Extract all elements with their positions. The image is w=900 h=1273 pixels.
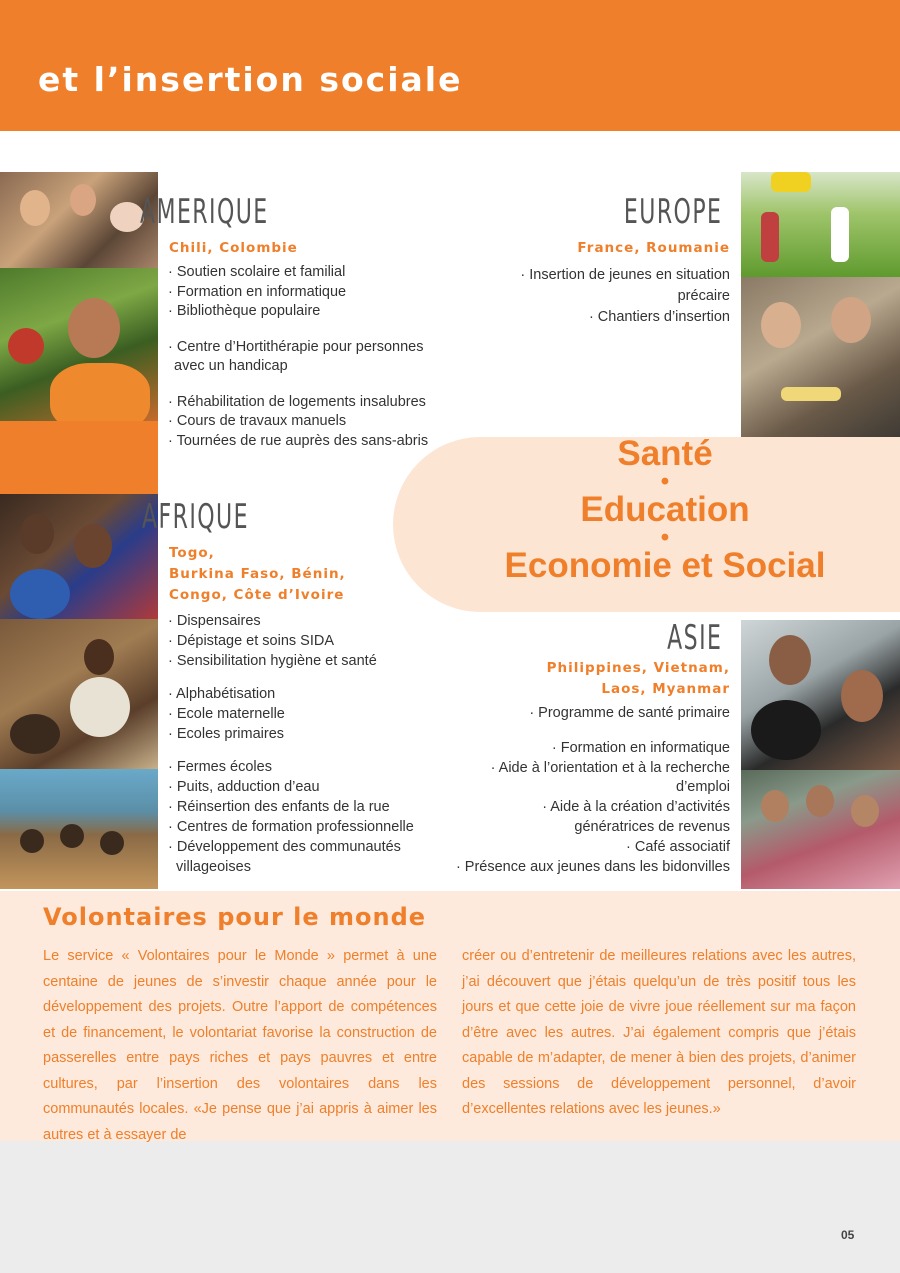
country-line: Philippines, Vietnam, bbox=[546, 660, 730, 676]
volontaires-col-1: Le service « Volontaires pour le Monde » permet à une centaine de jeunes de s’investir chaque année pour le développement des projets. Outre l’apport de compétences et de financement, le volontariat favorise la construction de passerelles entre pays riches et pays pauvres et entre cultures, par l’insertion des volontaires dans les communautés locales. «Je pense que j’ai appris à aimer les autres et à essayer de bbox=[43, 948, 437, 1143]
page-title: et l’insertion sociale bbox=[38, 60, 463, 99]
list-item: · Fermes écoles bbox=[168, 759, 272, 775]
list-item: · Aide à l’orientation et à la recherche bbox=[490, 759, 730, 776]
photo-afrique-school bbox=[0, 769, 158, 889]
list-item: · Programme de santé primaire bbox=[529, 705, 730, 721]
list-item: · Ecoles primaires bbox=[168, 726, 285, 742]
page-header bbox=[0, 0, 900, 131]
photo-europe-workers bbox=[741, 277, 900, 438]
list-item: avec un handicap bbox=[174, 358, 288, 374]
country-line: Laos, Myanmar bbox=[601, 681, 730, 697]
list-item: · Chantiers d’insertion bbox=[588, 309, 730, 325]
theme-separator: • bbox=[660, 524, 670, 551]
list-item: · Ecole maternelle bbox=[168, 706, 285, 722]
photo-afrique-children bbox=[0, 494, 158, 619]
list-item: · Aide à la création d’activités bbox=[542, 799, 730, 816]
photo-asie-children bbox=[741, 770, 900, 889]
country-line: Burkina Faso, Bénin, bbox=[169, 566, 346, 582]
page-number: 05 bbox=[841, 1228, 855, 1242]
europe-list bbox=[450, 265, 730, 328]
country-line: Congo, Côte d’Ivoire bbox=[169, 587, 345, 603]
list-item: · Dépistage et soins SIDA bbox=[168, 633, 335, 649]
volontaires-col-2: créer ou d’entretenir de meilleures relations avec les autres, j’ai découvert que j’étais quelqu’un de très positif tous les jours et que cette joie de vivre joue réellement sur ma façon d’être avec les autres. J’ai également compris que j’étais capable de m’adapter, de mener à bien des projets, d’animer des sessions de développement personnel, d’avoir d’excellentes relations avec les jeunes.» bbox=[462, 948, 856, 1117]
theme-separator: • bbox=[660, 468, 670, 495]
afrique-title: AFRIQUE bbox=[142, 497, 249, 537]
afrique-list bbox=[168, 611, 448, 877]
orange-accent-block bbox=[0, 421, 158, 494]
list-item: génératrices de revenus bbox=[574, 818, 730, 835]
list-item: · Sensibilitation hygiène et santé bbox=[168, 653, 377, 669]
list-item: · Centre d’Hortithérapie pour personnes bbox=[168, 338, 424, 355]
list-item: · Dispensaires bbox=[168, 613, 261, 629]
photo-amerique-classroom bbox=[0, 172, 158, 268]
list-item: · Développement des communautés bbox=[168, 839, 401, 855]
list-item: précaire bbox=[677, 288, 730, 304]
amerique-countries: Chili, Colombie bbox=[169, 240, 298, 256]
list-item: · Alphabétisation bbox=[168, 686, 276, 702]
list-item: · Soutien scolaire et familial bbox=[168, 264, 346, 280]
list-item: · Présence aux jeunes dans les bidonvilles bbox=[455, 858, 730, 875]
photo-afrique-sewing bbox=[0, 619, 158, 769]
theme-sante: Santé bbox=[617, 434, 713, 473]
list-item: d’emploi bbox=[676, 779, 730, 796]
asie-list bbox=[440, 704, 730, 877]
photo-asie-doctor bbox=[741, 620, 900, 770]
asie-countries bbox=[480, 658, 730, 700]
europe-countries: France, Roumanie bbox=[577, 240, 730, 256]
amerique-list bbox=[168, 263, 448, 451]
photo-europe-playground bbox=[741, 172, 900, 277]
list-item: · Café associatif bbox=[626, 838, 730, 855]
list-item: · Puits, adduction d’eau bbox=[168, 779, 320, 795]
amerique-title: AMERIQUE bbox=[140, 192, 269, 232]
europe-title: EUROPE bbox=[623, 192, 723, 232]
photo-amerique-smiling-man bbox=[0, 268, 158, 421]
afrique-countries bbox=[169, 543, 346, 606]
list-item: · Bibliothèque populaire bbox=[168, 303, 321, 319]
list-item: · Réhabilitation de logements insalubres bbox=[168, 393, 426, 410]
theme-economie-social: Economie et Social bbox=[504, 546, 826, 585]
themes-text bbox=[430, 434, 900, 585]
list-item: · Formation en informatique bbox=[168, 283, 347, 300]
list-item: · Tournées de rue auprès des sans-abris bbox=[168, 432, 429, 449]
list-item: · Insertion de jeunes en situation bbox=[520, 267, 730, 283]
volontaires-title: Volontaires pour le monde bbox=[43, 903, 427, 931]
list-item: · Réinsertion des enfants de la rue bbox=[168, 799, 390, 815]
list-item: · Centres de formation professionnelle bbox=[168, 819, 414, 835]
list-item: · Formation en informatique bbox=[551, 739, 730, 756]
asie-title: ASIE bbox=[667, 618, 723, 658]
list-item: · Cours de travaux manuels bbox=[168, 413, 347, 429]
theme-education: Education bbox=[580, 490, 750, 529]
list-item: villageoises bbox=[176, 859, 251, 875]
country-line: Togo, bbox=[169, 545, 215, 561]
